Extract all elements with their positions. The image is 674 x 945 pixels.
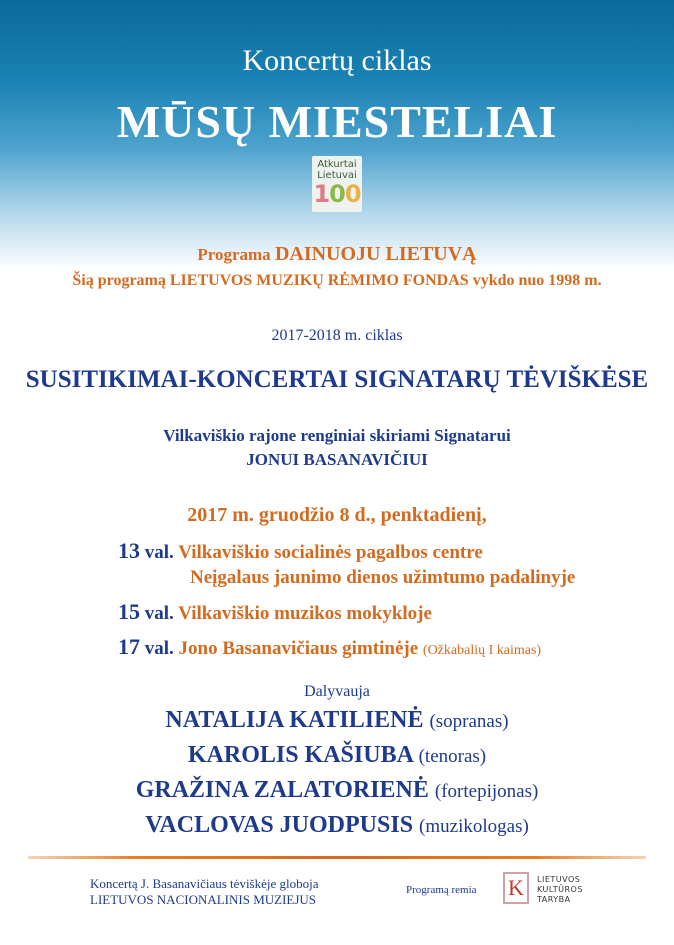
dedication-line-2: JONUI BASANAVIČIUI xyxy=(246,450,428,469)
performer-role: (muzikologas) xyxy=(419,816,529,837)
schedule-time xyxy=(118,538,174,563)
performer xyxy=(0,812,674,839)
performer xyxy=(0,742,674,769)
council-line-1: LIETUVOS xyxy=(537,875,581,884)
schedule-time xyxy=(118,634,174,659)
schedule-unit: val. xyxy=(144,638,174,659)
lithuania-100-logo xyxy=(312,156,362,212)
event-date: 2017 m. gruodžio 8 d., penktadienį, xyxy=(187,504,487,526)
schedule-unit: val. xyxy=(144,603,174,624)
program-line xyxy=(0,243,674,266)
council-line-3: TARYBA xyxy=(537,895,571,904)
performer-name: VACLOVAS JUODPUSIS xyxy=(145,812,414,838)
performer-name: GRAŽINA ZALATORIENĖ xyxy=(135,777,429,803)
program-name: DAINUOJU LIETUVĄ xyxy=(274,243,477,265)
support-label: Programą remia xyxy=(406,884,477,896)
performer-role: (sopranas) xyxy=(429,711,509,732)
performer xyxy=(0,777,674,804)
schedule-item xyxy=(118,599,432,625)
program-label: Programa xyxy=(197,245,271,264)
logo-number xyxy=(313,181,360,207)
program-fund-line: Šią programą LIETUVOS MUZIKŲ RĖMIMO FONDAS vykdo nuo 1998 m. xyxy=(72,272,602,289)
performer xyxy=(0,707,674,734)
participants-label: Dalyvauja xyxy=(304,683,370,700)
culture-council-name xyxy=(537,875,583,905)
patron-line-2: LIETUVOS NACIONALINIS MUZIEJUS xyxy=(90,892,317,907)
cycle-heading: SUSITIKIMAI-KONCERTAI SIGNATARŲ TĖVIŠKĖSE xyxy=(25,366,649,393)
performer-role: (fortepijonas) xyxy=(434,781,539,802)
schedule-hour: 13 xyxy=(118,538,140,563)
patron-line-1: Koncertą J. Basanavičiaus tėviškėje globoja xyxy=(90,876,319,891)
council-line-2: KULTŪROS xyxy=(537,885,583,894)
series-subtitle: Koncertų ciklas xyxy=(242,44,432,77)
schedule-place: Vilkaviškio socialinės pagalbos centre xyxy=(178,542,483,563)
performer-name: KAROLIS KAŠIUBA xyxy=(187,742,413,768)
schedule-place: Jono Basanavičiaus gimtinėje xyxy=(178,638,419,659)
schedule-place-continued xyxy=(190,567,575,589)
dedication-line-1: Vilkaviškio rajone renginiai skiriami Signatarui xyxy=(163,426,511,445)
culture-council-logo: K xyxy=(503,872,529,904)
schedule-place-cont-text: Neįgalaus jaunimo dienos užimtumo padalinyje xyxy=(190,567,576,588)
poster-title: MŪSŲ MIESTELIAI xyxy=(116,96,558,147)
schedule-note: (Ožkabalių I kaimas) xyxy=(422,643,542,658)
schedule-place: Vilkaviškio muzikos mokykloje xyxy=(178,603,432,624)
patron-credit xyxy=(90,876,319,908)
footer-divider xyxy=(28,856,646,859)
cycle-period: 2017-2018 m. ciklas xyxy=(271,327,403,344)
logo-digit: 1 xyxy=(313,180,330,208)
logo-line-1: Atkurtai xyxy=(317,159,357,170)
schedule-item xyxy=(118,538,483,564)
logo-digit: 0 xyxy=(329,180,345,208)
performer-role: (tenoras) xyxy=(418,746,487,767)
logo-line-2: Lietuvai xyxy=(317,170,357,181)
schedule-item xyxy=(118,634,541,660)
performer-name: NATALIJA KATILIENĖ xyxy=(165,707,424,733)
logo-digit: 0 xyxy=(344,180,361,208)
schedule-hour: 15 xyxy=(118,599,140,624)
schedule-hour: 17 xyxy=(118,634,140,659)
schedule-unit: val. xyxy=(144,542,174,563)
schedule-time xyxy=(118,599,174,624)
